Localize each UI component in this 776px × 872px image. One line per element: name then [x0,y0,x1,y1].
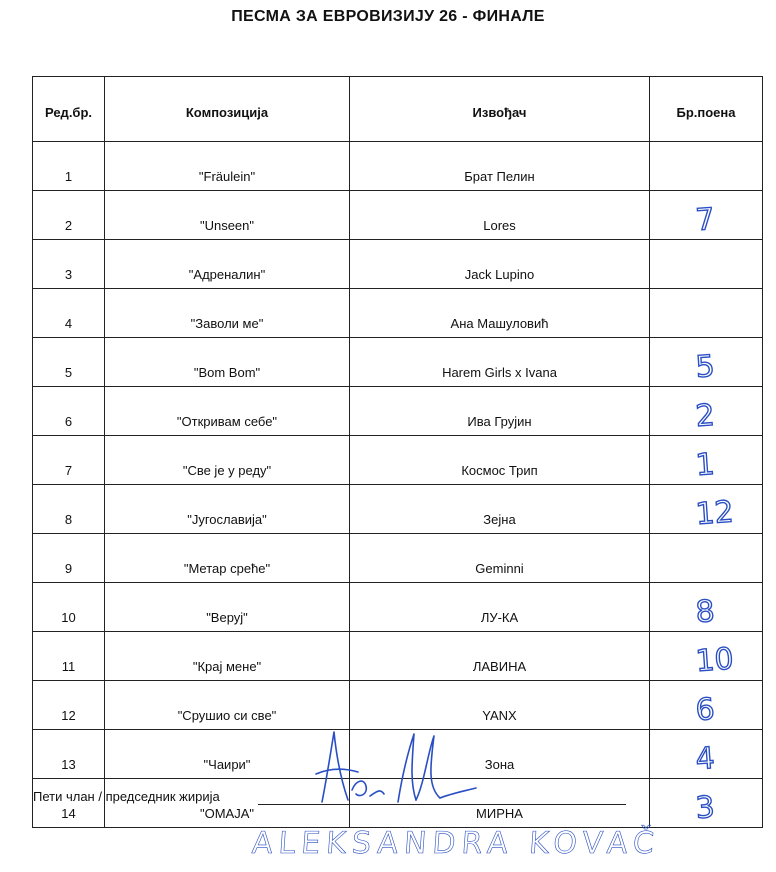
row-number: 12 [33,681,105,730]
song-title: "Адреналин" [105,240,350,289]
table-row [33,436,763,485]
song-title: "Bom Bom" [105,338,350,387]
handwritten-points: 10 [694,641,735,680]
handwritten-points: 2 [694,397,716,435]
row-number: 10 [33,583,105,632]
table-row [33,191,763,240]
points-cell [650,534,763,583]
artist-name: Ива Грујин [350,387,650,436]
column-header-song: Композиција [105,77,350,142]
column-header-artist: Извођач [350,77,650,142]
song-title: "Откривам себе" [105,387,350,436]
points-cell [650,289,763,338]
row-number: 7 [33,436,105,485]
points-cell [650,436,763,485]
handwritten-points: 12 [694,494,735,533]
table-row [33,142,763,191]
table-row [33,485,763,534]
points-cell [650,632,763,681]
row-number: 11 [33,632,105,681]
artist-name: Harem Girls x Ivana [350,338,650,387]
table-header-row [33,77,763,142]
song-title: "Fräulein" [105,142,350,191]
artist-name: Ана Машуловић [350,289,650,338]
points-cell [650,730,763,779]
points-cell [650,338,763,387]
table-row [33,240,763,289]
song-title: "Unseen" [105,191,350,240]
artist-name: ЛУ-КА [350,583,650,632]
table-row [33,583,763,632]
handwritten-points: 3 [694,789,716,827]
column-header-points: Бр.поена [650,77,763,142]
row-number: 5 [33,338,105,387]
handwritten-points: 7 [694,201,716,239]
row-number: 1 [33,142,105,191]
row-number: 8 [33,485,105,534]
artist-name: YANX [350,681,650,730]
song-title: "Југославија" [105,485,350,534]
column-header-number: Ред.бр. [33,77,105,142]
song-title: "Заволи ме" [105,289,350,338]
artist-name: Lores [350,191,650,240]
points-cell [650,681,763,730]
jury-signature [300,722,490,812]
artist-name: ЛАВИНА [350,632,650,681]
song-title: "Метар среће" [105,534,350,583]
points-cell [650,779,763,828]
row-number: 13 [33,730,105,779]
row-number: 9 [33,534,105,583]
row-number: 14 [33,779,105,828]
table-row [33,338,763,387]
handwritten-points: 6 [694,691,716,729]
artist-name: МИРНА [350,779,650,828]
song-title: "Срушио си све" [105,681,350,730]
artist-name: Jack Lupino [350,240,650,289]
table-row [33,632,763,681]
points-cell [650,240,763,289]
points-cell [650,387,763,436]
handwritten-points: 1 [694,446,716,484]
song-title: "Веруј" [105,583,350,632]
artist-name: Зејна [350,485,650,534]
handwritten-points: 8 [694,593,716,631]
points-cell [650,142,763,191]
artist-name: Geminni [350,534,650,583]
artist-name: Зона [350,730,650,779]
table-row [33,534,763,583]
points-cell [650,191,763,240]
points-cell [650,485,763,534]
song-title: "Крај мене" [105,632,350,681]
table-row [33,387,763,436]
row-number: 4 [33,289,105,338]
handwritten-printed-name: ALEKSANDRA KOVAČ [250,826,662,861]
points-cell [650,583,763,632]
jury-signature-label: Пети члан / председник жирија [33,789,220,804]
artist-name: Брат Пелин [350,142,650,191]
row-number: 6 [33,387,105,436]
table-row [33,289,763,338]
handwritten-points: 5 [694,348,716,386]
row-number: 2 [33,191,105,240]
artist-name: Космос Трип [350,436,650,485]
page-title: ПЕСМА ЗА ЕВРОВИЗИЈУ 26 - ФИНАЛЕ [231,8,545,25]
song-title: "Чаири" [105,730,350,779]
song-title: "Све је у реду" [105,436,350,485]
handwritten-points: 4 [694,740,716,778]
song-title: "ОМАЈА" [105,779,350,828]
voting-table [32,76,763,828]
row-number: 3 [33,240,105,289]
